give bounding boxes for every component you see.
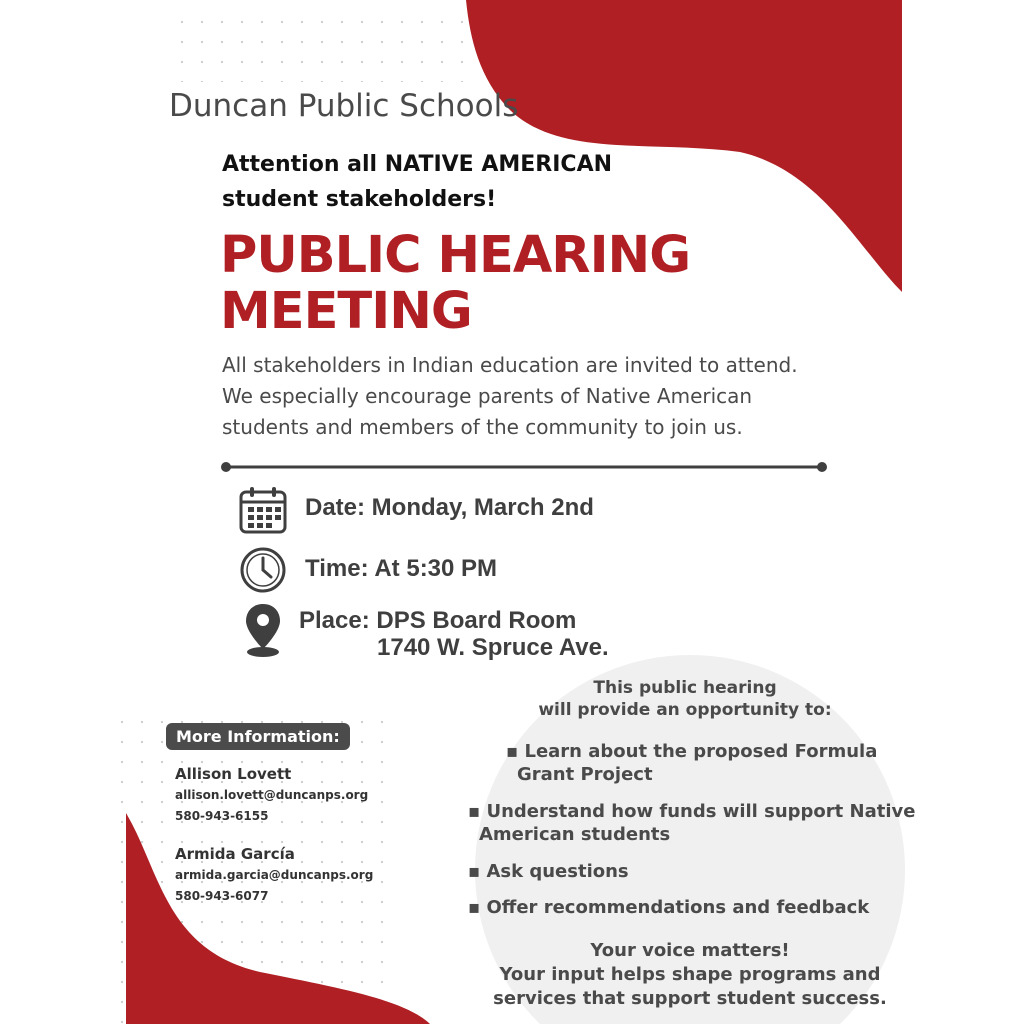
top-dot-pattern (170, 12, 470, 82)
closing-line-1: Your voice matters! (590, 940, 790, 961)
bullet-icon: ▪ (468, 861, 487, 882)
bullet-icon: ▪ (506, 741, 525, 762)
contact-phone[interactable]: 580-943-6077 (175, 889, 269, 903)
list-item-line-1: Learn about the proposed Formula (524, 741, 878, 762)
bullet-icon: ▪ (468, 897, 487, 918)
organization-name: Duncan Public Schools (169, 88, 519, 124)
intro-line-3: students and members of the community to join us. (222, 415, 743, 439)
intro-line-1: All stakeholders in Indian education are invited to attend. (222, 353, 798, 377)
contact-name: Allison Lovett (175, 765, 292, 783)
attention-line-1: Attention all NATIVE AMERICAN (222, 152, 613, 177)
attention-line-2: student stakeholders! (222, 187, 497, 212)
opportunity-title-line-2: will provide an opportunity to: (538, 700, 832, 720)
event-title-line-1: PUBLIC HEARING (220, 226, 691, 285)
list-item-line-1: Ask questions (486, 861, 629, 882)
intro-paragraph (222, 350, 798, 443)
attention-callout (222, 147, 612, 217)
list-item-line-2: Grant Project (517, 764, 653, 785)
list-item (468, 800, 915, 846)
closing-message (490, 939, 890, 1011)
list-item-line-1: Understand how funds will support Native (486, 801, 916, 822)
bullet-icon: ▪ (468, 801, 487, 822)
event-date: Date: Monday, March 2nd (305, 494, 594, 521)
contact-card (175, 763, 368, 827)
contact-email[interactable]: armida.garcia@duncanps.org (175, 868, 374, 882)
list-item (468, 896, 869, 919)
list-item-line-2: American students (479, 824, 671, 845)
closing-line-3: services that support student success. (493, 988, 887, 1009)
list-item (468, 860, 629, 883)
contact-phone[interactable]: 580-943-6155 (175, 809, 269, 823)
opportunity-title-line-1: This public hearing (593, 678, 777, 698)
closing-line-2: Your input helps shape programs and (499, 964, 881, 985)
event-title (220, 228, 690, 340)
more-info-title: More Information: (166, 723, 350, 750)
intro-line-2: We especially encourage parents of Native American (222, 384, 753, 408)
event-place-line-1: Place: DPS Board Room (299, 607, 577, 634)
list-item (506, 740, 877, 786)
location-pin-icon (243, 602, 283, 660)
divider-line (221, 462, 827, 472)
event-time: Time: At 5:30 PM (305, 555, 498, 582)
list-item-line-1: Offer recommendations and feedback (486, 897, 870, 918)
event-place-line-2: 1740 W. Spruce Ave. (377, 634, 609, 661)
event-title-line-2: MEETING (220, 282, 472, 341)
contact-email[interactable]: allison.lovett@duncanps.org (175, 788, 369, 802)
contact-card (175, 843, 373, 907)
contact-name: Armida García (175, 845, 295, 863)
opportunity-title (480, 677, 890, 721)
clock-icon (238, 545, 288, 595)
calendar-icon (238, 485, 288, 535)
